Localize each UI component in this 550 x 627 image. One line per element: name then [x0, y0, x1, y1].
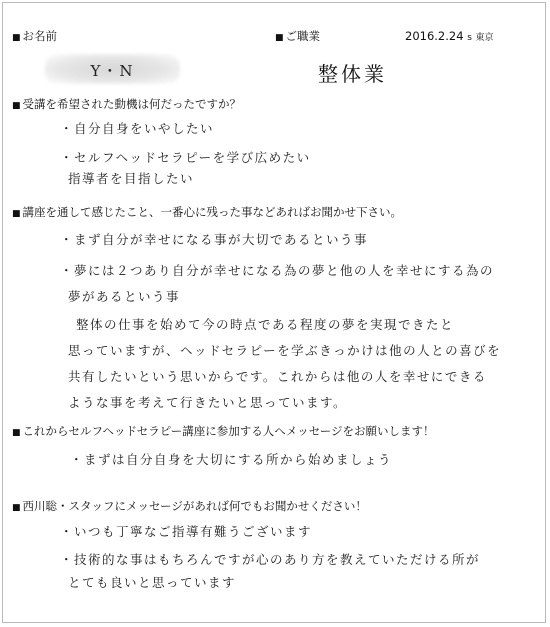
name-value: Y・N [90, 62, 135, 80]
place-value: 東京 [475, 33, 494, 43]
name-field [45, 54, 180, 84]
date-value: 2016.2.24 [405, 29, 464, 43]
square-bullet-icon: ■ [12, 101, 21, 111]
question-4-answer-line: ・いつも丁寧なご指導有難うございます [60, 524, 313, 539]
square-bullet-icon: ■ [12, 428, 21, 438]
question-1-label: 受講を希望された動機は何だったですか？ [22, 97, 242, 111]
question-3-answer-line: ・まずは自分自身を大切にする所から始めましょう [70, 452, 393, 467]
date-suffix: s [467, 33, 472, 43]
name-label-row [12, 29, 57, 45]
question-3-label-row [12, 424, 435, 440]
square-bullet-icon: ■ [275, 33, 284, 43]
question-2-label: 講座を通して感じたこと、一番心に残った事などあればお聞かせ下さい。 [22, 205, 403, 219]
question-1-answer-line: ・セルフヘッドセラピーを学び広めたい [60, 150, 311, 165]
question-2-answer-line: 整体の仕事を始めて今の時点である程度の夢を実現できたと [76, 317, 455, 332]
question-2-answer-line: ような事を考えて行きたいと思っています。 [68, 395, 348, 410]
question-2-answer-line: 夢があるという事 [68, 289, 181, 304]
question-2-answer-line: ・夢には２つあり自分が幸せになる為の夢と他の人を幸せにする為の [60, 263, 495, 278]
question-1-label-row [12, 97, 241, 113]
occupation-value: 整体業 [318, 62, 387, 86]
square-bullet-icon: ■ [12, 209, 21, 219]
question-4-answer-line: とても良いと思っています [68, 575, 237, 590]
square-bullet-icon: ■ [12, 503, 21, 513]
survey-date [405, 29, 494, 43]
occupation-label-row [275, 29, 320, 45]
question-2-label-row [12, 205, 402, 221]
name-label: お名前 [22, 29, 58, 43]
question-4-label-row [12, 499, 367, 515]
question-1-answer-line: 指導者を目指したい [68, 171, 195, 186]
question-2-answer-line: 共有したいという思いからです。これからは他の人を幸せにできる [68, 369, 487, 384]
square-bullet-icon: ■ [12, 33, 21, 43]
question-3-label: これからセルフヘッドセラピー講座に参加する人へメッセージをお願いします！ [22, 424, 435, 438]
question-4-label: 西川聡・スタッフにメッセージがあれば何でもお聞かせください！ [22, 499, 367, 513]
question-4-answer-line: ・技術的な事はもちろんですが心のあり方を教えていただける所が [60, 552, 481, 567]
occupation-label: ご職業 [285, 29, 321, 43]
question-2-answer-line: ・まず自分が幸せになる事が大切であるという事 [60, 232, 369, 247]
question-1-answer-line: ・自分自身をいやしたい [60, 121, 215, 136]
question-2-answer-line: 思っていますが、ヘッドセラピーを学ぶきっかけは他の人との喜びを [68, 343, 502, 358]
